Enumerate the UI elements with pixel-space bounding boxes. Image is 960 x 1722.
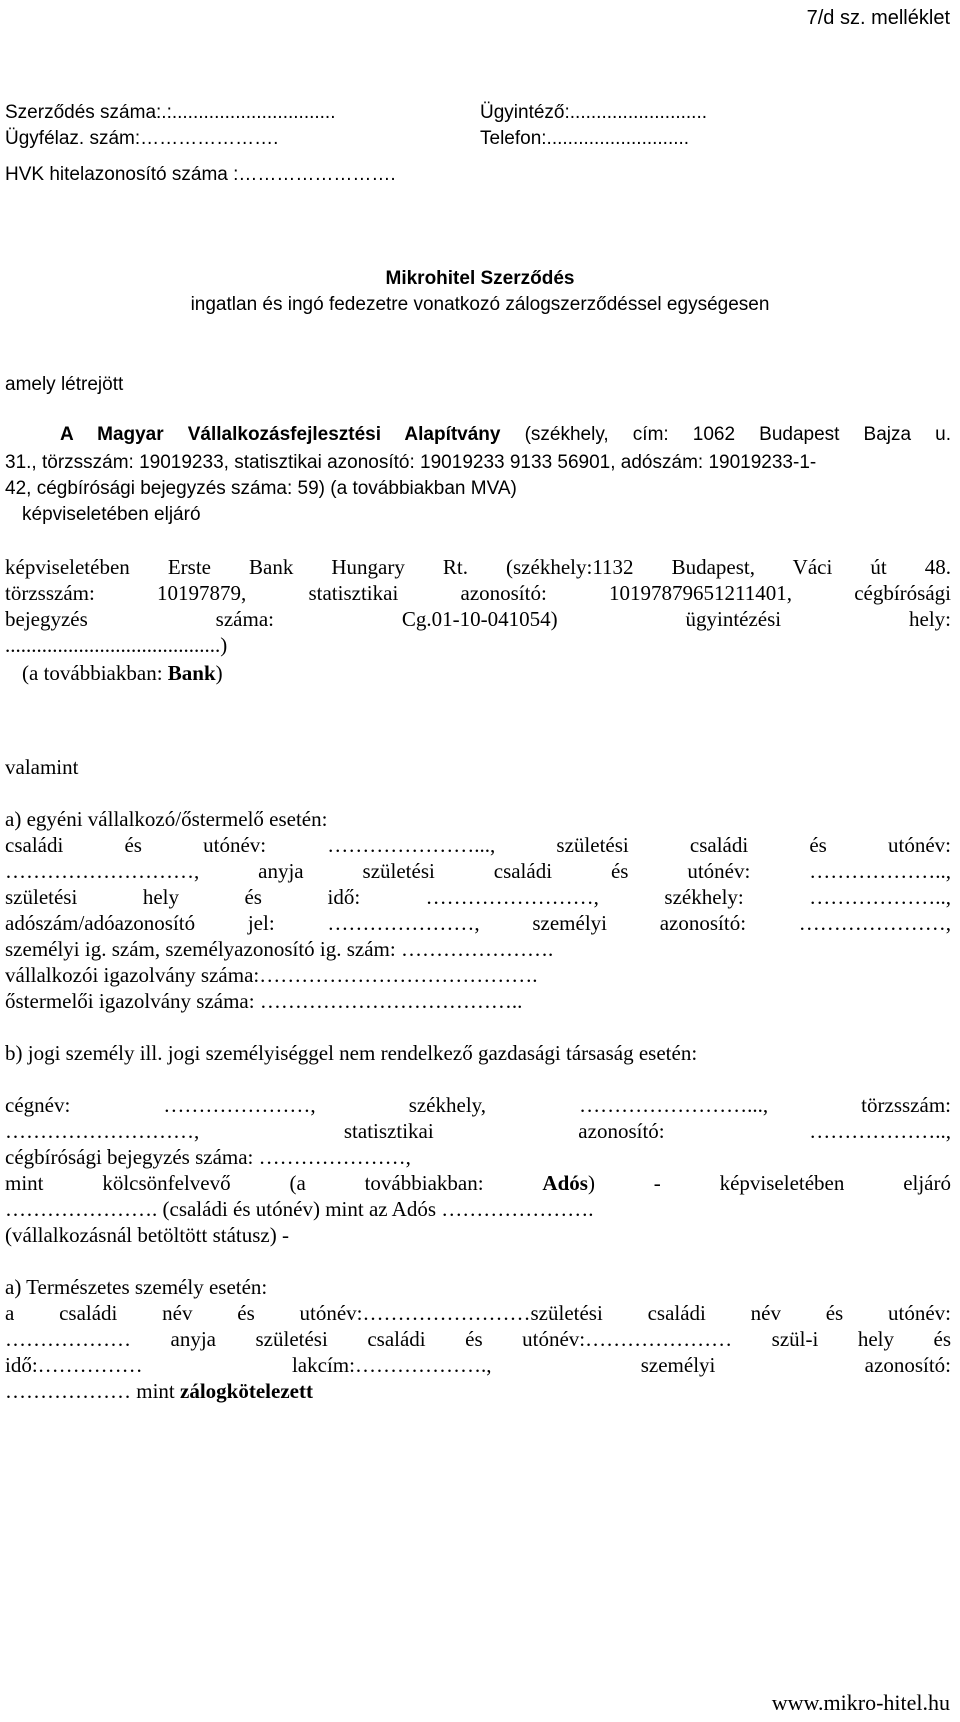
- officer-field: Ügyintéző:..........................: [480, 102, 708, 123]
- document-subtitle: ingatlan és ingó fedezetre vonatkozó zálogszerződéssel egységesen: [190, 294, 770, 315]
- intro-text: amely létrejött: [5, 374, 124, 395]
- mva-address: (székhely, cím: 1062 Budapest Bajza u.: [524, 424, 951, 445]
- mva-line-2: 31., törzsszám: 19019233, statisztikai azonosító: 19019233 9133 56901, adószám: 19019233-1-: [5, 452, 817, 473]
- bank-alias-prefix: (a továbbiakban:: [22, 661, 168, 685]
- client-number-field: Ügyfélaz. szám:………………….: [5, 128, 279, 149]
- annex-label: 7/d sz. melléklet: [806, 7, 950, 29]
- document-title: Mikrohitel Szerződés: [385, 268, 575, 289]
- mva-line-1: [5, 422, 951, 448]
- debtor-alias-suffix: ) - képviseletében eljáró: [587, 1171, 951, 1195]
- section-a-line-3: születési hely és idő: ……………………, székhely: ………………..,: [5, 885, 951, 909]
- section-b-line-1: cégnév: …………………, székhely, ……………………..., törzsszám:: [5, 1093, 951, 1117]
- section-b-line-6: (vállalkozásnál betöltött státusz) -: [5, 1223, 289, 1247]
- pledgor-alias: zálogkötelezett: [180, 1379, 313, 1403]
- section-a-line-7: őstermelői igazolvány száma: ………………………………..: [5, 989, 523, 1013]
- mva-line-4: képviseletében eljáró: [22, 504, 201, 525]
- section-c-line-2: ……………… anyja születési családi és utónév:………………… szül-i hely és: [5, 1327, 951, 1351]
- footer-url: www.mikro-hitel.hu: [771, 1690, 950, 1715]
- contract-number-field: Szerződés száma:.:...............................: [5, 102, 336, 123]
- mva-line-3: 42, cégbírósági bejegyzés száma: 59) (a továbbiakban MVA): [5, 478, 517, 499]
- section-c-line-3: idő:…………… lakcím:………………., személyi azonosító:: [5, 1353, 951, 1377]
- bank-line-2: törzsszám: 10197879, statisztikai azonosító: 10197879651211401, cégbírósági: [5, 581, 951, 605]
- bank-line-3: bejegyzés száma: Cg.01-10-041054) ügyintézési hely:: [5, 607, 951, 631]
- section-b-line-5: …………………. (családi és utónév) mint az Adós ………………….: [5, 1197, 594, 1221]
- section-a-line-6: vállalkozói igazolvány száma:………………………………….: [5, 963, 538, 987]
- bank-line-1: képviseletében Erste Bank Hungary Rt. (székhely:1132 Budapest, Váci út 48.: [5, 555, 951, 579]
- pledgor-alias-prefix: ……………… mint: [5, 1379, 181, 1403]
- section-c-heading: a) Természetes személy esetén:: [5, 1275, 268, 1299]
- section-a-line-1: családi és utónév: …………………..., születési családi és utónév:: [5, 833, 951, 857]
- section-c-line-1: a családi név és utónév:……………………születési családi név és utónév:: [5, 1301, 951, 1325]
- valamint-text: valamint: [5, 755, 79, 779]
- section-c-line-4: [5, 1378, 951, 1404]
- hvk-id-field: HVK hitelazonosító száma :…………………….: [5, 164, 396, 185]
- mva-name: A Magyar Vállalkozásfejlesztési Alapítvány: [60, 424, 501, 445]
- section-b-line-4: [5, 1170, 951, 1196]
- section-a-line-2: ………………………, anyja születési családi és utónév: ………………..,: [5, 859, 951, 883]
- bank-alias-suffix: ): [215, 661, 223, 685]
- section-b-line-3: cégbírósági bejegyzés száma: …………………,: [5, 1145, 411, 1169]
- section-b-line-2: ………………………, statisztikai azonosító: ………………..,: [5, 1119, 951, 1143]
- section-a-line-4: adószám/adóazonosító jel: …………………, személyi azonosító: …………………,: [5, 911, 951, 935]
- section-b-heading: b) jogi személy ill. jogi személyiséggel nem rendelkező gazdasági társaság esetén:: [5, 1041, 698, 1065]
- phone-field: Telefon:...........................: [480, 128, 690, 149]
- bank-alias: Bank: [167, 661, 216, 685]
- debtor-alias-prefix: mint kölcsönfelvevő (a továbbiakban:: [5, 1171, 543, 1195]
- bank-line-5: [22, 660, 960, 686]
- section-a-heading: a) egyéni vállalkozó/őstermelő esetén:: [5, 807, 328, 831]
- bank-line-4: .........................................): [5, 633, 228, 657]
- debtor-alias: Adós: [542, 1171, 588, 1195]
- section-a-line-5: személyi ig. szám, személyazonosító ig. szám: ………………….: [5, 937, 554, 961]
